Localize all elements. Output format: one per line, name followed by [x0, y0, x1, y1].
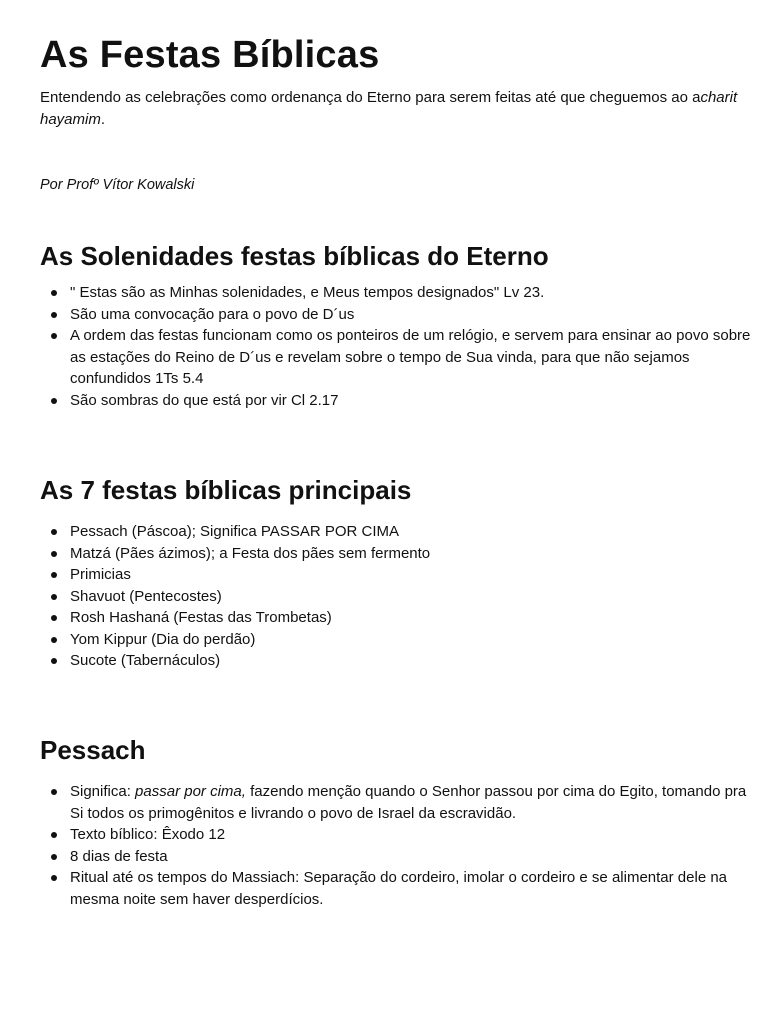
- item-label: Significa:: [70, 783, 136, 800]
- intro-end: .: [100, 110, 106, 128]
- list-item: Rosh Hashaná (Festas das Trombetas): [70, 607, 760, 629]
- intro-paragraph: [40, 87, 740, 130]
- list-item: Ritual até os tempos do Massiach: Separação do cordeiro, imolar o cordeiro e se alimentar dele na mesma noite sem haver desperdícios.: [70, 867, 760, 910]
- heading-pessach: Pessach: [40, 735, 146, 765]
- list-item: Primicias: [70, 564, 760, 586]
- heading-principais: As 7 festas bíblicas principais: [40, 475, 412, 505]
- list-item: A ordem das festas funcionam como os ponteiros de um relógio, e servem para ensinar ao povo sobre as estações do Reino de D´us e revelam sobre o tempo de Sua vinda, para que não sejamos confundidos 1Ts 5.4: [70, 325, 760, 390]
- list-item: Yom Kippur (Dia do perdão): [70, 629, 760, 651]
- list-item: [70, 781, 760, 824]
- list-solenidades: [40, 282, 760, 411]
- list-item: Pessach (Páscoa); Significa PASSAR POR CIMA: [70, 521, 760, 543]
- list-item: Matzá (Pães ázimos); a Festa dos pães sem fermento: [70, 543, 760, 565]
- item-rest: fazendo menção quando o Senhor passou por cima do Egito, tomando pra Si todos os primogênitos e livrando o povo de Israel da escravidão.: [70, 783, 747, 822]
- list-item: São uma convocação para o povo de D´us: [70, 304, 760, 326]
- list-item: Shavuot (Pentecostes): [70, 586, 760, 608]
- list-item: Texto bíblico: Êxodo 12: [70, 824, 760, 846]
- heading-solenidades: As Solenidades festas bíblicas do Eterno: [40, 241, 549, 271]
- page-title: As Festas Bíblicas: [40, 34, 380, 76]
- list-item: 8 dias de festa: [70, 846, 760, 868]
- list-item: " Estas são as Minhas solenidades, e Meus tempos designados" Lv 23.: [70, 282, 760, 304]
- intro-italic-term: charit hayamim: [40, 89, 738, 128]
- list-principais: [40, 521, 760, 672]
- list-item: Sucote (Tabernáculos): [70, 650, 760, 672]
- item-italic: passar por cima,: [135, 783, 246, 800]
- intro-text: Entendendo as celebrações como ordenança do Eterno para serem feitas até que cheguemos ao a: [40, 89, 701, 106]
- list-item: São sombras do que está por vir Cl 2.17: [70, 390, 760, 412]
- list-pessach: [40, 781, 760, 910]
- author-line: Por Profº Vítor Kowalski: [40, 177, 195, 193]
